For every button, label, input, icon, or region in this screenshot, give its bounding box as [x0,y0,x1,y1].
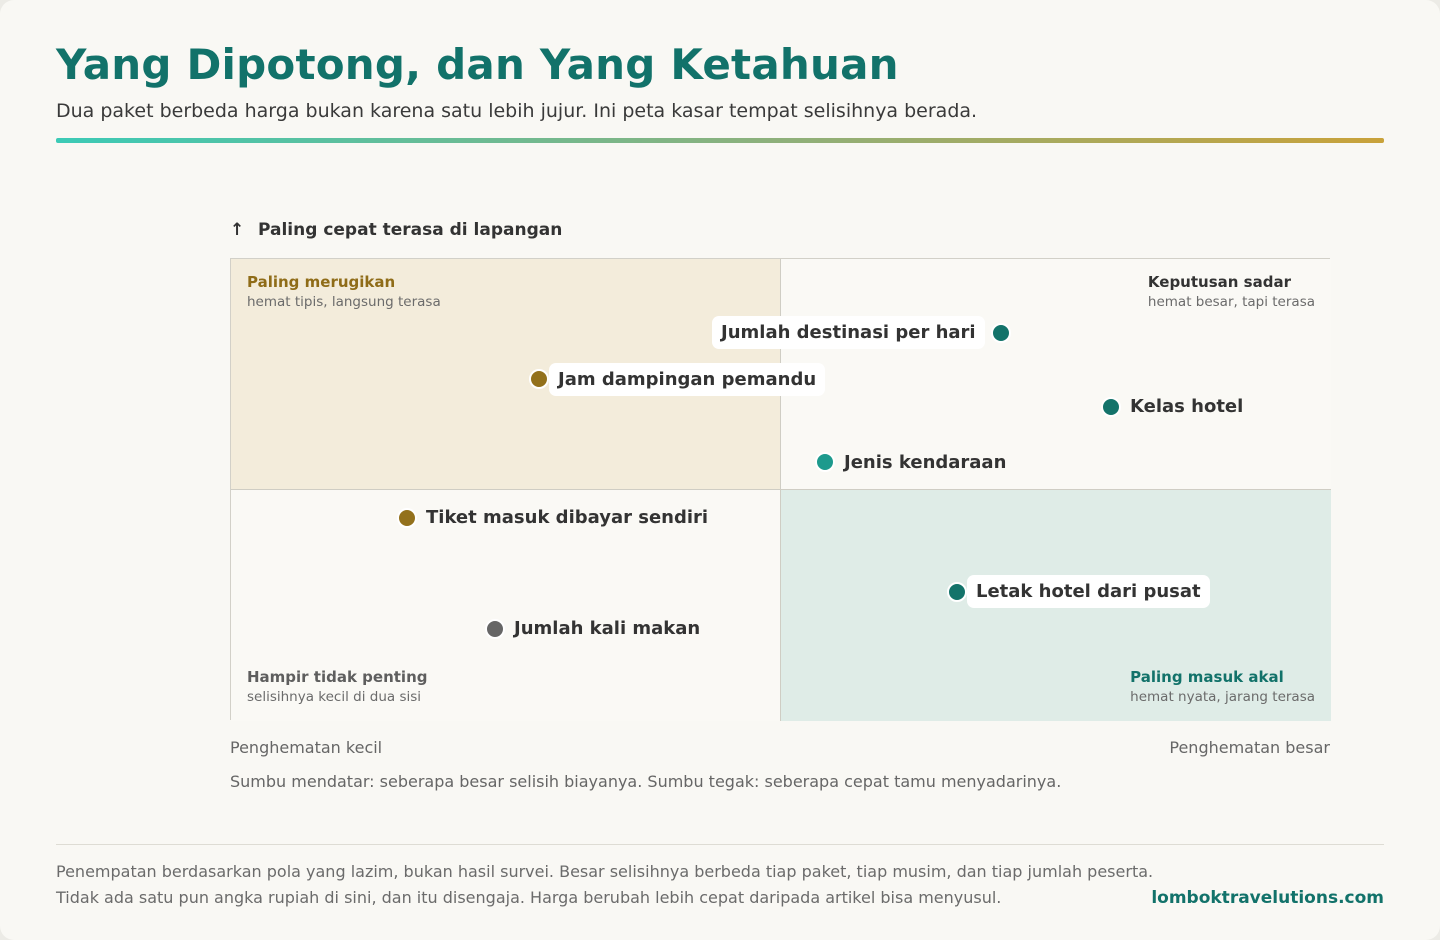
brand-link[interactable]: lomboktravelutions.com [1151,888,1384,908]
data-point-label: Jam dampingan pemandu [549,363,825,396]
data-point-label: Kelas hotel [1130,396,1244,418]
data-point-label: Tiket masuk dibayar sendiri [426,507,709,529]
quadrant-title: Paling merugikan [247,273,396,291]
axis-note: Sumbu mendatar: seberapa besar selisih biayanya. Sumbu tegak: seberapa cepat tamu menyadarinya. [230,772,1062,791]
gradient-divider [56,138,1384,143]
data-point-label: Letak hotel dari pusat [967,575,1210,608]
page-title: Yang Dipotong, dan Yang Ketahuan [56,40,899,89]
footer-divider [56,844,1384,845]
footer-note-1: Penempatan berdasarkan pola yang lazim, bukan hasil survei. Besar selisihnya berbeda tiap paket, tiap musim, dan tiap jumlah peserta. [56,862,1154,881]
data-point-marker [991,323,1011,343]
data-point-marker [815,452,835,472]
footer-note-2: Tidak ada satu pun angka rupiah di sini, dan itu disengaja. Harga berubah lebih cepat daripada artikel bisa menyusul. [56,888,1002,907]
data-point-marker [947,582,967,602]
quadrant-title: Hampir tidak penting [247,668,428,686]
page-subtitle: Dua paket berbeda harga bukan karena satu lebih jujur. Ini peta kasar tempat selisihnya berada. [56,100,978,122]
quadrant-subtitle: hemat tipis, langsung terasa [247,294,441,310]
data-point-marker [529,369,549,389]
x-axis-right-label: Penghematan besar [1169,738,1330,757]
data-point-marker [485,619,505,639]
data-points-layer [231,259,1331,721]
data-point-label: Jumlah destinasi per hari [712,316,985,349]
quadrant-subtitle: hemat besar, tapi terasa [1147,294,1315,310]
data-point-marker [397,508,417,528]
quadrant-title: Keputusan sadar [1147,273,1291,291]
y-axis-title [230,220,562,240]
arrow-up-icon: ↑ [230,220,245,240]
quadrant-title: Paling masuk akal [1130,668,1284,686]
data-point-label: Jenis kendaraan [844,451,1007,473]
quadrant-subtitle: hemat nyata, jarang terasa [1130,689,1315,705]
y-axis-label: Paling cepat terasa di lapangan [258,220,563,240]
quadrant-chart [230,258,1330,720]
data-point-label: Jumlah kali makan [514,618,701,640]
quadrant-subtitle: selisihnya kecil di dua sisi [247,689,422,705]
data-point-marker [1101,397,1121,417]
x-axis-left-label: Penghematan kecil [230,738,383,757]
